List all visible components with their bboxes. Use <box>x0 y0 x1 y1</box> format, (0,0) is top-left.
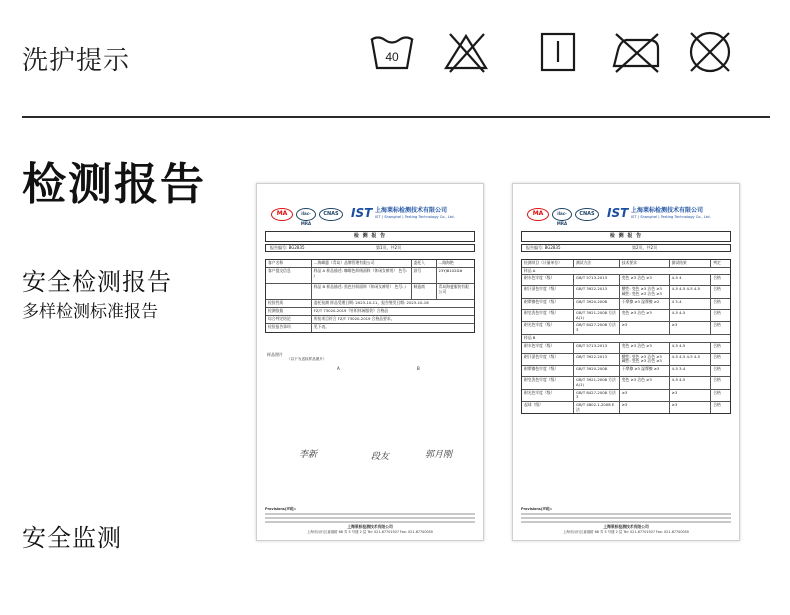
row-key-2: 制造商 <box>412 284 437 299</box>
line-dry-icon <box>534 28 582 76</box>
judgement: 合格 <box>713 342 721 348</box>
report-header <box>271 204 473 226</box>
test-method: GB/T 3920-2008 <box>574 366 620 376</box>
judgement: 合格 <box>713 402 721 408</box>
test-method: GB/T 8427-2008 方法 3 <box>574 390 620 401</box>
row-key: 客户提交信息 <box>266 268 312 283</box>
table-row <box>522 390 730 402</box>
test-item: 起球（级） <box>522 402 574 413</box>
requirement: 变色 ≥3 沾色 ≥3 <box>620 275 670 285</box>
test-method: GB/T 8427-2008 方法 3 <box>574 322 620 333</box>
requirement: ≥3 <box>620 402 670 413</box>
table-row <box>522 354 730 366</box>
company-name: 上海莱标检测技术有限公司 <box>631 207 704 214</box>
judgement: 合格 <box>713 377 721 383</box>
row-value: 样品 B 样品描述: 黑色针织面料（休闲女裤用） 色号: / <box>312 284 412 299</box>
table-row <box>266 260 474 268</box>
ist-logo: IST <box>351 206 373 220</box>
row-value-2: …路海艳 <box>438 260 454 265</box>
test-method: GB/T 3921-2008 方法 A(1) <box>574 377 620 388</box>
judgement: 合格 <box>713 275 721 281</box>
footer-address: 上海市闵行区嘉禧路 68 弄 5 号楼 2 层 Tel: 021-67701507 Fax: 021-67700050 <box>563 529 689 534</box>
ilac-logo: ilac-MRA <box>296 208 316 221</box>
row-key: 检测依据 <box>266 308 312 315</box>
care-title: 洗护提示 <box>22 46 131 76</box>
wash-40-icon <box>368 28 416 76</box>
row-value: 委托检测 样品受理日期: 2023-10-11。报告签发日期: 2023-10-16 <box>313 300 429 305</box>
signature-3: 郭月刚 <box>425 450 453 460</box>
row-value: FZ/T 73020-2019《针织休闲服装》合格品 <box>313 308 389 313</box>
footer-company: 上海莱标检测技术有限公司 <box>347 524 393 530</box>
client-info-table <box>265 259 475 333</box>
test-item: 耐水色牢度（级） <box>522 275 574 285</box>
no-iron-icon <box>608 28 664 76</box>
safety-monitoring-title: 安全监测 <box>22 524 122 552</box>
report-header <box>527 204 729 226</box>
test-method: GB/T 3921-2008 方法 A(1) <box>574 310 620 321</box>
signature-2: 段友 <box>371 452 390 462</box>
judgement: 合格 <box>713 366 721 372</box>
result: 4-5 4-5 4-5 4-5 <box>670 354 712 365</box>
cnas-logo: CNAS <box>575 208 599 221</box>
row-key: 客户名称 <box>266 260 312 267</box>
table-row <box>266 284 474 300</box>
row-key-2: 款号 <box>412 268 437 283</box>
test-item: 耐皂洗色牢度（级） <box>522 377 574 388</box>
judgement: 合格 <box>713 353 721 359</box>
result: 4-5 4 <box>670 275 712 285</box>
company-name-en: IST ( Shanghai ) Testing Technology Co., Ltd. <box>375 215 455 219</box>
sample-section-row <box>522 268 730 276</box>
judgement: 合格 <box>713 309 721 315</box>
report-footer <box>265 507 475 534</box>
row-value-2: 青岛海斐服装有限公司 <box>438 284 469 294</box>
test-method: GB/T 3922-2013 <box>574 286 620 297</box>
report-section-title: 检测报告 <box>22 159 206 210</box>
test-item: 耐水色牢度（级） <box>522 343 574 353</box>
sample-b-label: B <box>417 366 420 371</box>
ma-logo: MA <box>527 208 549 221</box>
requirement: 干摩擦 ≥3 湿摩擦 ≥2 <box>620 299 670 309</box>
footer-title: Provisions(声明): <box>265 506 297 511</box>
company-name-en: IST ( Shanghai ) Testing Technology Co., Ltd. <box>631 215 711 219</box>
ma-logo: MA <box>271 208 293 221</box>
result: 4-5 4-5 <box>670 343 712 353</box>
result: 4-5 4-5 <box>670 310 712 321</box>
row-value: …海峰惠（青岛）品牌管理有限公司 <box>312 260 412 267</box>
row-value-2: 23YJ8102D# <box>438 268 463 273</box>
requirement: 变色 ≥3 沾色 ≥3 <box>620 310 670 321</box>
test-report-page-2 <box>512 183 740 541</box>
test-item: 耐摩擦色牢度（级） <box>522 366 574 376</box>
table-row <box>522 310 730 322</box>
judgement: 合格 <box>713 298 721 304</box>
table-header-row <box>522 260 730 268</box>
cnas-logo: CNAS <box>319 208 343 221</box>
requirement: 变色 ≥3 沾色 ≥3 <box>620 343 670 353</box>
no-bleach-icon <box>442 28 490 76</box>
column-header: 测试方法 <box>574 260 620 267</box>
judgement: 合格 <box>713 286 721 292</box>
table-row <box>522 343 730 354</box>
row-key: 检验性质 <box>266 300 312 307</box>
report-title: 检 测 报 告 <box>265 231 475 242</box>
footer-title: Provisions(声明): <box>521 506 553 511</box>
table-row <box>266 308 474 316</box>
row-key <box>266 284 312 299</box>
ilac-logo: ilac-MRA <box>552 208 572 221</box>
result: 4-5 3-4 <box>670 366 712 376</box>
report-section-subtitle: 安全检测报告 <box>22 268 172 296</box>
column-header: 测试结果 <box>670 260 712 267</box>
requirement: 干摩擦 ≥3 湿摩擦 ≥3 <box>620 366 670 376</box>
test-report-page-1 <box>256 183 484 541</box>
result: 4-5 4-5 4-5 4-5 <box>670 286 712 297</box>
column-header: 检测项目（计量单位） <box>522 260 574 267</box>
report-title: 检 测 报 告 <box>521 231 731 242</box>
test-item: 耐光色牢度（级） <box>522 322 574 333</box>
table-row <box>522 366 730 377</box>
requirement: 酸性: 变色 ≥3 沾色 ≥3 碱性: 变色 ≥3 沾色 ≥3 <box>620 354 670 365</box>
result: 4 3-4 <box>670 299 712 309</box>
no-dry-clean-icon <box>686 28 734 76</box>
page-number: 第1页，共2页 <box>376 245 402 250</box>
sample-label: 样品 B <box>524 334 536 340</box>
sample-photo-label: 样品照片 <box>267 352 283 357</box>
row-value: 样品 A 样品描述: 咖啡色织绒面料（休闲女裤用） 色号: / <box>312 268 412 283</box>
company-name: 上海莱标检测技术有限公司 <box>375 207 448 214</box>
test-item: 耐汗渍色牢度（级） <box>522 286 574 297</box>
test-method: GB/T 3920-2008 <box>574 299 620 309</box>
sample-label: 样品 A <box>524 267 536 273</box>
judgement: 合格 <box>713 322 721 328</box>
row-key: 综合判定结论 <box>266 316 312 323</box>
sample-photo-box <box>267 352 473 371</box>
test-method: GB/T 3922-2013 <box>574 354 620 365</box>
page-number: 第2页，共2页 <box>632 245 658 250</box>
report-number: 报告编号: BG2835 <box>270 245 305 250</box>
sample-a-label: A <box>337 366 340 371</box>
report-footer <box>521 507 731 534</box>
result: 4-5 4-5 <box>670 377 712 388</box>
report-meta <box>521 244 731 252</box>
requirement: 变色 ≥3 沾色 ≥3 <box>620 377 670 388</box>
test-item: 耐光色牢度（级） <box>522 390 574 401</box>
report-number: 报告编号: BG2835 <box>526 245 561 250</box>
column-header: 技术要求 <box>620 260 670 267</box>
care-icons <box>368 28 748 78</box>
result: ≥3 <box>670 322 712 333</box>
sample-photo-note: （以下为送检样品照片） <box>287 357 327 361</box>
requirement: ≥3 <box>620 390 670 401</box>
signature-1: 李新 <box>299 450 318 460</box>
result: ≥3 <box>670 390 712 401</box>
test-method: GB/T 5713-2013 <box>574 275 620 285</box>
judgement: 合格 <box>713 389 721 395</box>
row-key-2: 委托人 <box>412 260 437 267</box>
section-divider <box>22 116 770 118</box>
test-item: 耐皂洗色牢度（级） <box>522 310 574 321</box>
wash-temp-label: 40 <box>385 50 399 64</box>
row-value: 所检项目符合 FZ/T 73020-2019 合格品要求。 <box>313 316 395 321</box>
result: ≥3 <box>670 402 712 413</box>
table-row <box>522 322 730 334</box>
table-row <box>522 275 730 286</box>
table-row <box>266 300 474 308</box>
table-row <box>266 268 474 284</box>
requirement: 酸性: 变色 ≥3 沾色 ≥3 碱性: 变色 ≥3 沾色 ≥3 <box>620 286 670 297</box>
table-row <box>522 286 730 298</box>
test-item: 耐汗渍色牢度（级） <box>522 354 574 365</box>
ist-logo: IST <box>607 206 629 220</box>
table-row <box>266 316 474 324</box>
report-section-subsubtitle: 多样检测标准报告 <box>22 302 158 322</box>
report-meta <box>265 244 475 252</box>
table-row <box>522 299 730 310</box>
footer-address: 上海市闵行区嘉禧路 68 弄 5 号楼 2 层 Tel: 021-67701507 Fax: 021-67700050 <box>307 529 433 534</box>
requirement: ≥3 <box>620 322 670 333</box>
row-value: 见下表。 <box>313 324 329 329</box>
test-item: 耐摩擦色牢度（级） <box>522 299 574 309</box>
row-key: 检验报告事项 <box>266 324 312 332</box>
table-row <box>266 324 474 332</box>
table-row <box>522 377 730 389</box>
column-header: 判定 <box>713 260 721 265</box>
test-method: GB/T 5713-2013 <box>574 343 620 353</box>
test-results-table <box>521 259 731 414</box>
sample-section-row <box>522 335 730 343</box>
footer-company: 上海莱标检测技术有限公司 <box>603 524 649 530</box>
test-method: GB/T 4802.1-2008 E 法 <box>574 402 620 413</box>
table-row <box>522 402 730 413</box>
